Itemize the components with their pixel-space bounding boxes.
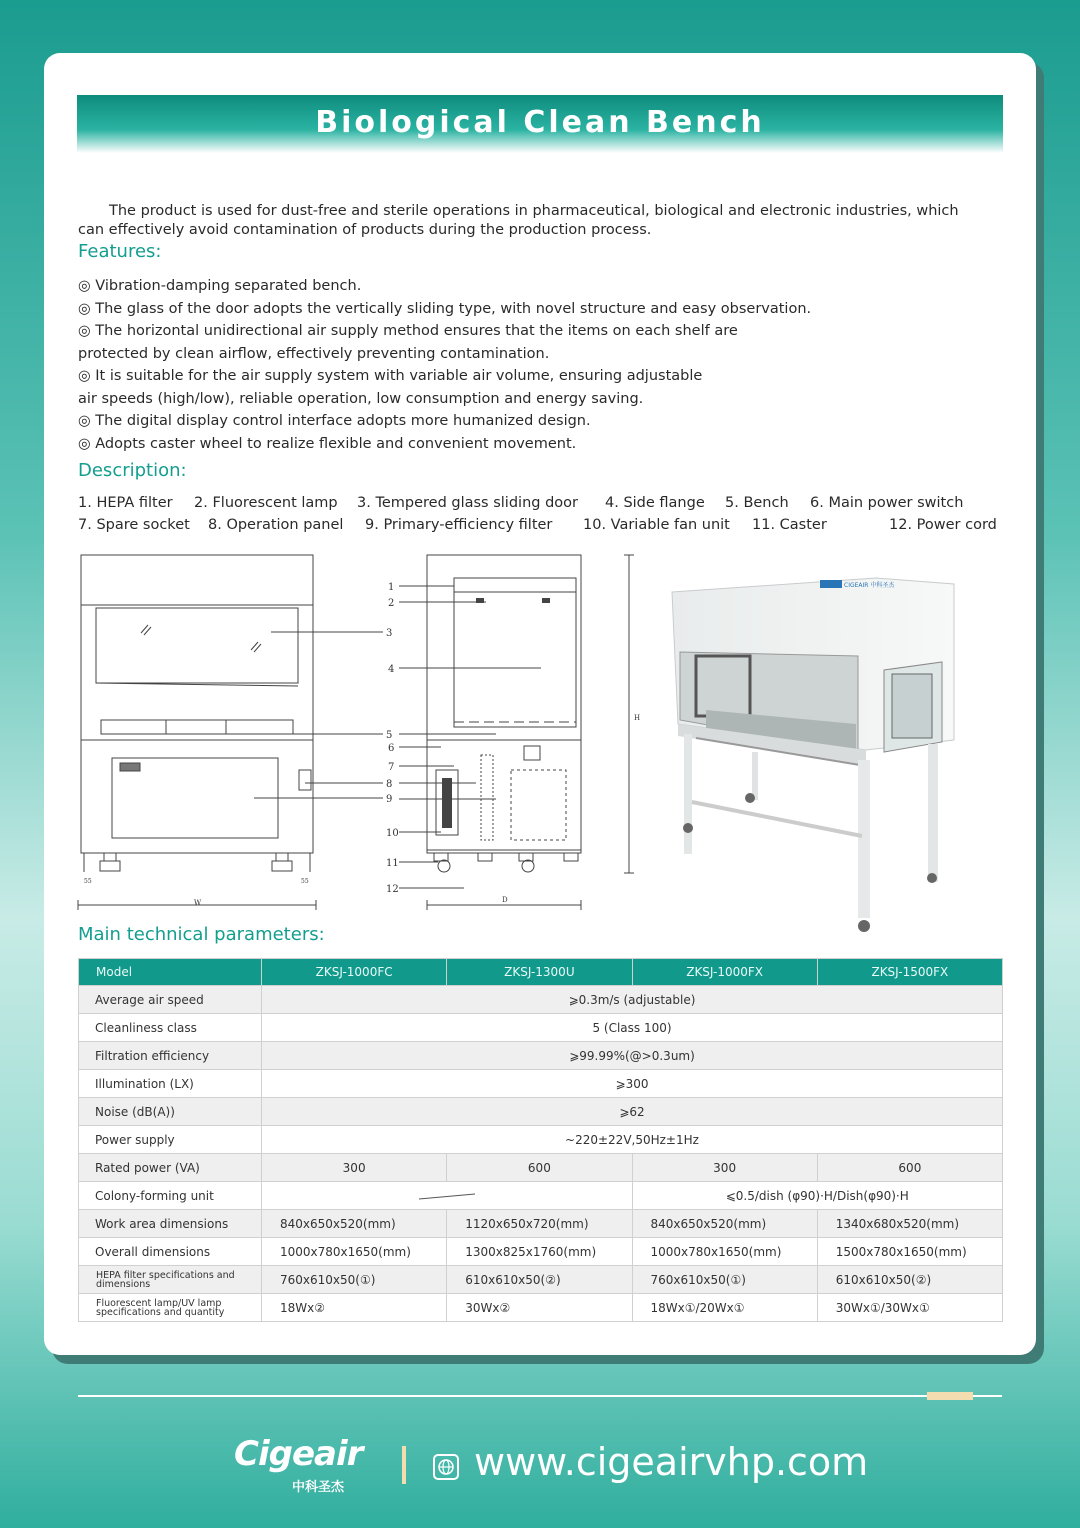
table-cell: 840x650x520(mm) <box>262 1210 447 1238</box>
features-heading: Features: <box>78 241 162 262</box>
table-cell: 300 <box>632 1154 817 1182</box>
dash-mark <box>417 1192 477 1200</box>
side-callout: 1 <box>388 582 395 593</box>
table-row <box>79 1014 1003 1042</box>
table-cell: 300 <box>262 1154 447 1182</box>
table-row <box>79 1182 1003 1210</box>
table-cell: 600 <box>447 1154 632 1182</box>
website-link[interactable]: www.cigeairvhp.com <box>474 1440 869 1484</box>
table-header-cell: ZKSJ-1300U <box>447 959 632 986</box>
row-label: Filtration efficiency <box>79 1042 262 1070</box>
row-label: Rated power (VA) <box>79 1154 262 1182</box>
title-bar <box>77 95 1003 153</box>
table-row <box>79 1266 1003 1294</box>
feature-line: air speeds (high/low), reliable operation, low consumption and energy saving. <box>78 390 644 407</box>
feature-line: ◎ It is suitable for the air supply system with variable air volume, ensuring adjustable <box>78 368 703 384</box>
table-row <box>79 1070 1003 1098</box>
table-cell: 1120x650x720(mm) <box>447 1210 632 1238</box>
footer-divider <box>78 1395 1002 1397</box>
table-cell: 5 (Class 100) <box>262 1014 1003 1042</box>
dim-depth: D <box>502 896 508 904</box>
row-label: Overall dimensions <box>79 1238 262 1266</box>
table-cell: ~220±22V,50Hz±1Hz <box>262 1126 1003 1154</box>
dim-55-right: 55 <box>301 878 309 885</box>
row-label: Illumination (LX) <box>79 1070 262 1098</box>
page-title: Biological Clean Bench <box>315 105 765 140</box>
table-cell: 1300x825x1760(mm) <box>447 1238 632 1266</box>
feature-line: protected by clean airflow, effectively preventing contamination. <box>78 345 550 362</box>
row-label: Noise (dB(A)) <box>79 1098 262 1126</box>
table-row <box>79 1238 1003 1266</box>
features-list <box>78 275 998 455</box>
row-label: Power supply <box>79 1126 262 1154</box>
desc-item: 11. Caster <box>752 517 827 533</box>
table-cell: 18Wx② <box>262 1294 447 1322</box>
product-photo <box>666 574 958 942</box>
table-cell-empty <box>262 1182 633 1210</box>
desc-item: 1. HEPA filter <box>78 495 173 511</box>
table-header-cell: ZKSJ-1500FX <box>817 959 1002 986</box>
row-label: Work area dimensions <box>79 1210 262 1238</box>
desc-item: 10. Variable fan unit <box>583 517 730 533</box>
table-header-cell: ZKSJ-1000FX <box>632 959 817 986</box>
desc-item: 6. Main power switch <box>810 495 964 511</box>
side-callout: 7 <box>388 762 395 773</box>
dim-height: H <box>634 714 641 722</box>
logo-text: Cigeair <box>234 1434 363 1474</box>
desc-item: 8. Operation panel <box>208 517 344 533</box>
description-list <box>78 492 1008 536</box>
row-label: Cleanliness class <box>79 1014 262 1042</box>
table-cell: 600 <box>817 1154 1002 1182</box>
feature-line: ◎ Vibration-damping separated bench. <box>78 278 362 294</box>
table-cell: 30Wx①/30Wx① <box>817 1294 1002 1322</box>
table-row <box>79 1210 1003 1238</box>
table-cell: 760x610x50(①) <box>262 1266 447 1294</box>
product-brand-badge: CIGEAIR 中科圣杰 <box>844 582 895 589</box>
logo-text-cn: 中科圣杰 <box>292 1480 345 1495</box>
params-heading: Main technical parameters: <box>78 924 325 945</box>
table-row <box>79 986 1003 1014</box>
side-callout: 11 <box>386 858 399 869</box>
feature-line: ◎ The glass of the door adopts the vertically sliding type, with novel structure and easy observation. <box>78 300 812 317</box>
intro-paragraph: The product is used for dust-free and sterile operations in pharmaceutical, biological and electronic industries, which can effectively avoid contamination of products during the production process. <box>78 203 959 238</box>
desc-item: 3. Tempered glass sliding door <box>357 495 578 511</box>
desc-item: 4. Side flange <box>605 495 705 511</box>
row-label: Colony-forming unit <box>79 1182 262 1210</box>
table-cell: ⩾62 <box>262 1098 1003 1126</box>
table-cell: 30Wx② <box>447 1294 632 1322</box>
feature-line: ◎ The digital display control interface adopts more humanized design. <box>78 413 591 429</box>
table-row <box>79 1126 1003 1154</box>
dim-55-left: 55 <box>84 878 92 885</box>
table-cell: 760x610x50(①) <box>632 1266 817 1294</box>
description-heading: Description: <box>78 460 187 481</box>
desc-item: 2. Fluorescent lamp <box>194 495 338 511</box>
table-header-row <box>79 959 1003 986</box>
desc-item: 5. Bench <box>725 495 789 511</box>
table-row <box>79 1154 1003 1182</box>
table-cell: ⩾99.99%(@>0.3um) <box>262 1042 1003 1070</box>
footer-separator <box>402 1446 406 1484</box>
feature-line: ◎ The horizontal unidirectional air supply method ensures that the items on each shelf are <box>78 323 738 339</box>
front-callout: 3 <box>386 628 393 639</box>
technical-drawing <box>76 550 656 912</box>
table-header-cell: ZKSJ-1000FC <box>262 959 447 986</box>
row-label: Fluorescent lamp/UV lamp specifications and quantity <box>79 1294 262 1322</box>
parameters-table <box>78 958 1003 1322</box>
table-cell: 840x650x520(mm) <box>632 1210 817 1238</box>
table-cell: 1000x780x1650(mm) <box>262 1238 447 1266</box>
side-callout: 6 <box>388 743 395 754</box>
row-label: Average air speed <box>79 986 262 1014</box>
table-row <box>79 1098 1003 1126</box>
table-cell: 1000x780x1650(mm) <box>632 1238 817 1266</box>
table-cell: 1340x680x520(mm) <box>817 1210 1002 1238</box>
side-callout: 10 <box>386 828 399 839</box>
feature-line: ◎ Adopts caster wheel to realize flexible and convenient movement. <box>78 435 577 452</box>
footer-accent-bar <box>927 1392 973 1400</box>
table-cell: 18Wx①/20Wx① <box>632 1294 817 1322</box>
side-callout: 12 <box>386 884 399 895</box>
front-callout: 8 <box>386 779 393 790</box>
front-callout: 9 <box>386 794 393 805</box>
front-callout: 5 <box>386 730 393 741</box>
row-label: HEPA filter specifications and dimensions <box>79 1266 262 1294</box>
table-header-cell: Model <box>79 959 262 986</box>
table-cell: 1500x780x1650(mm) <box>817 1238 1002 1266</box>
desc-item: 7. Spare socket <box>78 517 190 533</box>
table-cell: 610x610x50(②) <box>817 1266 1002 1294</box>
table-cell: ⩾0.3m/s (adjustable) <box>262 986 1003 1014</box>
brand-logo <box>234 1434 363 1495</box>
table-cell: ⩽0.5/dish (φ90)·H/Dish(φ90)·H <box>632 1182 1003 1210</box>
table-row <box>79 1042 1003 1070</box>
side-callout: 2 <box>388 598 395 609</box>
table-cell: 610x610x50(②) <box>447 1266 632 1294</box>
table-row <box>79 1294 1003 1322</box>
table-cell: ⩾300 <box>262 1070 1003 1098</box>
desc-item: 12. Power cord <box>889 517 997 533</box>
side-callout: 4 <box>388 664 395 675</box>
dim-width: W <box>194 899 202 907</box>
desc-item: 9. Primary-efficiency filter <box>365 517 553 533</box>
globe-icon <box>433 1454 459 1480</box>
